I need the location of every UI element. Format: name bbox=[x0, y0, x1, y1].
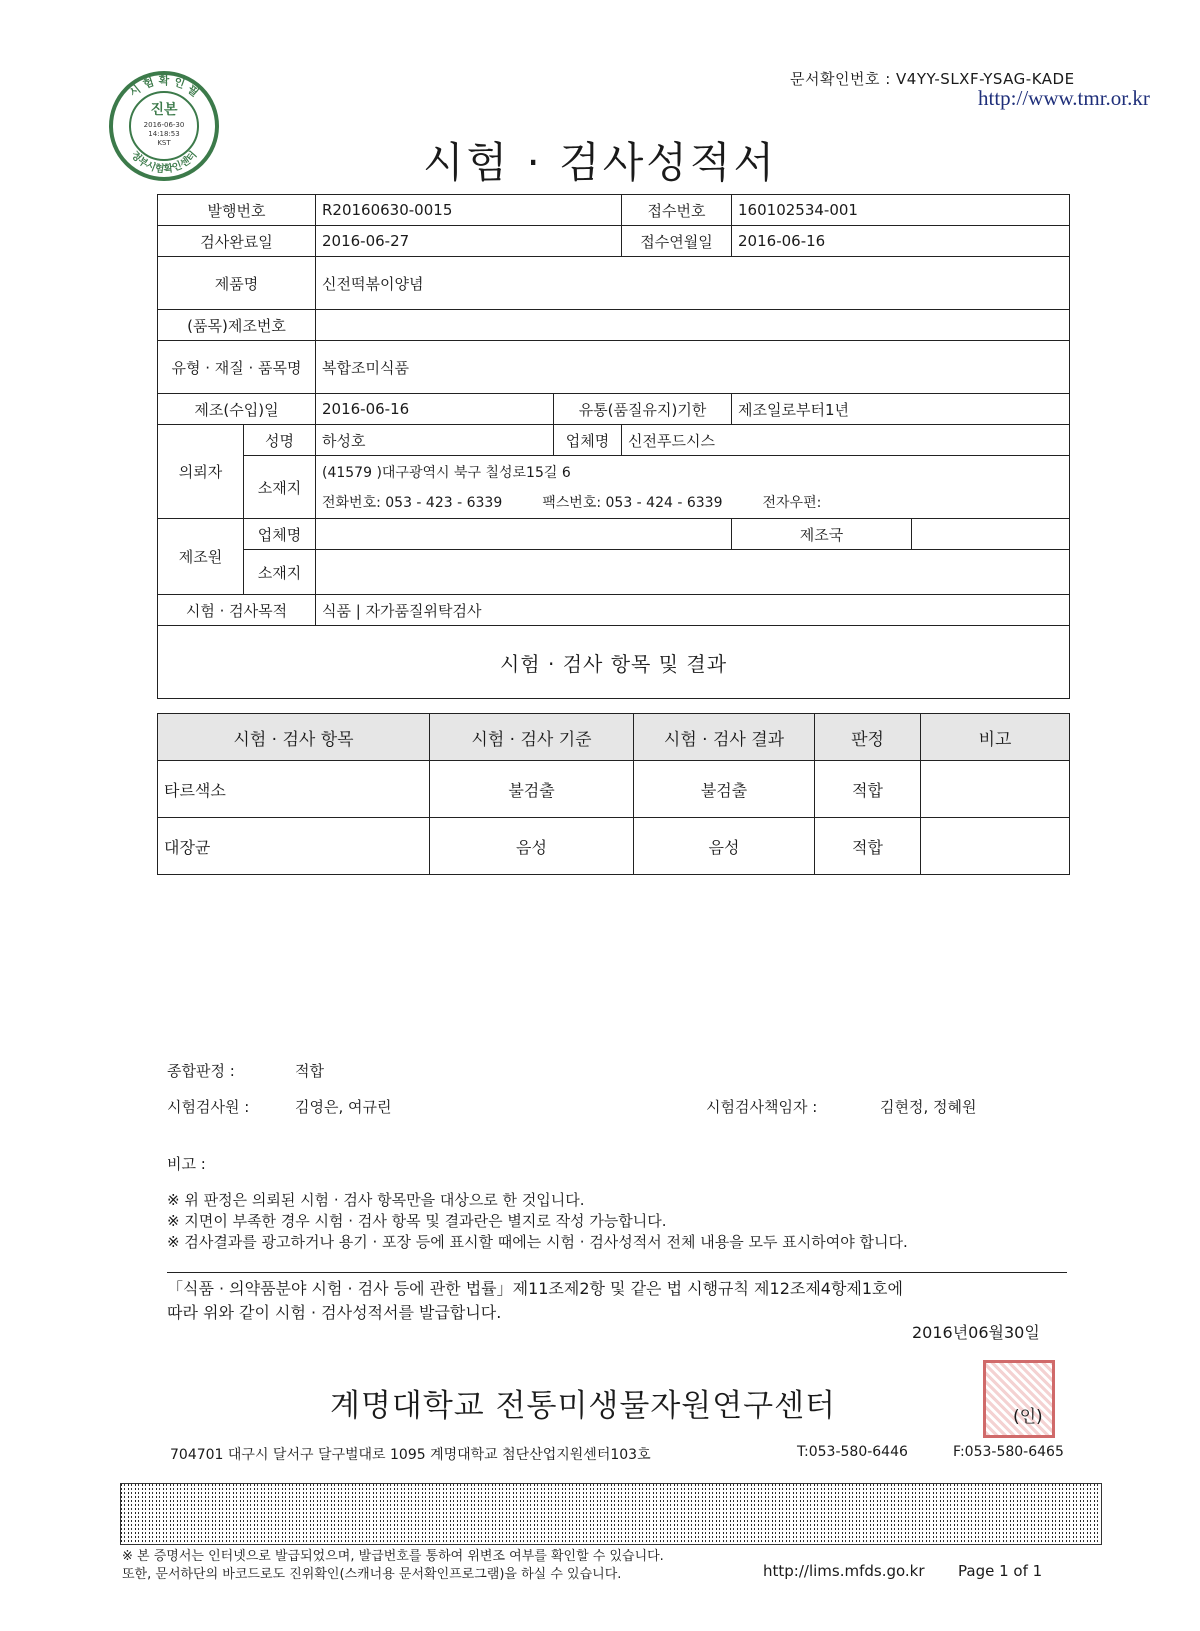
footer-line-2: 또한, 문서하단의 바코드로도 진위확인(스캐너용 문서확인프로그램)을 하실 수 있습니다. bbox=[122, 1567, 622, 1582]
col-judgment: 판정 bbox=[815, 714, 921, 761]
col-note: 비고 bbox=[921, 714, 1070, 761]
contact-line bbox=[322, 492, 1063, 512]
client-address-label: 소재지 bbox=[244, 456, 316, 519]
result-judgment: 적합 bbox=[815, 818, 921, 875]
expiry-label: 유통(품질유지)기한 bbox=[554, 394, 732, 425]
table-row bbox=[158, 818, 1070, 875]
mfg-date-label: 제조(수입)일 bbox=[158, 394, 316, 425]
results-table bbox=[157, 713, 1070, 875]
done-date-label: 검사완료일 bbox=[158, 226, 316, 257]
verification-barcode bbox=[120, 1483, 1102, 1545]
note-line: ※ 위 판정은 의뢰된 시험 · 검사 항목만을 대상으로 한 것입니다. bbox=[167, 1191, 585, 1209]
col-item: 시험 · 검사 항목 bbox=[158, 714, 430, 761]
lot-number bbox=[316, 310, 1070, 341]
note-line: ※ 지면이 부족한 경우 시험 · 검사 항목 및 결과란은 별지로 작성 가능합니다. bbox=[167, 1212, 667, 1230]
seal-tz: KST bbox=[157, 139, 171, 147]
col-result: 시험 · 검사 결과 bbox=[634, 714, 815, 761]
client-fax: 팩스번호: 053 - 424 - 6339 bbox=[542, 495, 723, 511]
organization-address: 704701 대구시 달서구 달구벌대로 1095 계명대학교 첨단산업지원센터103호 bbox=[170, 1447, 651, 1463]
note-line: ※ 검사결과를 광고하거나 용기 · 포장 등에 표시할 때에는 시험 · 검사성적서 전체 내용을 모두 표시하여야 합니다. bbox=[167, 1233, 908, 1251]
client-company-label: 업체명 bbox=[554, 425, 622, 456]
client-company: 신전푸드시스 bbox=[622, 425, 1070, 456]
info-table bbox=[157, 194, 1070, 699]
receipt-no-label: 접수번호 bbox=[622, 195, 732, 226]
expiry: 제조일로부터1년 bbox=[732, 394, 1070, 425]
seal-time: 14:18:53 bbox=[148, 130, 180, 138]
maker-label: 제조원 bbox=[158, 519, 244, 595]
done-date: 2016-06-27 bbox=[316, 226, 622, 257]
document-title: 시험 · 검사성적서 bbox=[422, 138, 778, 187]
product-name: 신전떡볶이양념 bbox=[316, 257, 1070, 310]
managers: 김현정, 정혜원 bbox=[880, 1098, 977, 1116]
legal-statement bbox=[167, 1272, 1067, 1325]
product-label: 제품명 bbox=[158, 257, 316, 310]
client-name: 하성호 bbox=[316, 425, 554, 456]
managers-label: 시험검사책임자 : bbox=[706, 1098, 818, 1116]
seal-date: 2016-06-30 bbox=[143, 121, 185, 129]
country-label: 제조국 bbox=[732, 519, 912, 550]
result-standard: 불검출 bbox=[430, 761, 634, 818]
country bbox=[912, 519, 1070, 550]
remarks-label: 비고 : bbox=[167, 1155, 206, 1173]
client-address-cell bbox=[316, 456, 1070, 519]
result-judgment: 적합 bbox=[815, 761, 921, 818]
issue-no-label: 발행번호 bbox=[158, 195, 316, 226]
mfg-date: 2016-06-16 bbox=[316, 394, 554, 425]
organization-name: 계명대학교 전통미생물자원연구센터 bbox=[330, 1388, 836, 1424]
purpose-label: 시험 · 검사목적 bbox=[158, 595, 316, 626]
seal-top-text: 시 험 확 인 필 bbox=[126, 74, 202, 100]
client-address: (41579 )대구광역시 북구 칠성로15길 6 bbox=[322, 465, 571, 481]
stamp-label: (인) bbox=[1013, 1407, 1043, 1427]
result-item: 타르색소 bbox=[158, 761, 430, 818]
footer-line-1: ※ 본 증명서는 인터넷으로 발급되었으며, 발급번호를 통하여 위변조 여부를 확인할 수 있습니다. bbox=[122, 1549, 664, 1564]
law-line-1: 「식품 · 의약품분야 시험 · 검사 등에 관한 법률」제11조제2항 및 같은 법 시행규칙 제12조제4항제1호에 bbox=[167, 1279, 903, 1298]
maker-company bbox=[316, 519, 732, 550]
issue-date: 2016년06월30일 bbox=[912, 1323, 1040, 1342]
overall-label: 종합판정 : bbox=[167, 1062, 235, 1080]
client-email: 전자우편: bbox=[762, 495, 822, 511]
product-type: 복합조미식품 bbox=[316, 341, 1070, 394]
maker-address bbox=[316, 550, 1070, 595]
issuer-url: http://www.tmr.or.kr bbox=[978, 86, 1150, 110]
organization-tel: T:053-580-6446 bbox=[797, 1444, 908, 1460]
law-line-2: 따라 위와 같이 시험 · 검사성적서를 발급합니다. bbox=[167, 1303, 502, 1322]
result-value: 음성 bbox=[634, 818, 815, 875]
page-number: Page 1 of 1 bbox=[958, 1562, 1043, 1580]
overall-judgment: 적합 bbox=[295, 1062, 324, 1080]
footer-url[interactable]: http://lims.mfds.go.kr bbox=[763, 1562, 925, 1580]
result-note bbox=[921, 761, 1070, 818]
table-row bbox=[158, 761, 1070, 818]
testers-label: 시험검사원 : bbox=[167, 1098, 250, 1116]
result-note bbox=[921, 818, 1070, 875]
document-code: 문서확인번호 : V4YY-SLXF-YSAG-KADE bbox=[790, 70, 1075, 88]
client-name-label: 성명 bbox=[244, 425, 316, 456]
svg-text:시 험 확 인 필 bbox=[127, 73, 202, 99]
col-standard: 시험 · 검사 기준 bbox=[430, 714, 634, 761]
results-heading: 시험 · 검사 항목 및 결과 bbox=[158, 626, 1070, 699]
issue-no: R20160630-0015 bbox=[316, 195, 622, 226]
result-value: 불검출 bbox=[634, 761, 815, 818]
notes bbox=[167, 1190, 908, 1253]
client-phone: 전화번호: 053 - 423 - 6339 bbox=[322, 495, 503, 511]
maker-company-label: 업체명 bbox=[244, 519, 316, 550]
type-label: 유형 · 재질 · 품목명 bbox=[158, 341, 316, 394]
receipt-no: 160102534-001 bbox=[732, 195, 1070, 226]
purpose: 식품 | 자가품질위탁검사 bbox=[316, 595, 1070, 626]
seal-bottom-text: 정부시험확인센터 bbox=[128, 149, 200, 176]
maker-address-label: 소재지 bbox=[244, 550, 316, 595]
organization-fax: F:053-580-6465 bbox=[953, 1444, 1064, 1460]
lot-label: (품목)제조번호 bbox=[158, 310, 316, 341]
footer-notice bbox=[122, 1548, 664, 1584]
testers: 김영은, 여규린 bbox=[295, 1098, 392, 1116]
result-item: 대장균 bbox=[158, 818, 430, 875]
client-label: 의뢰자 bbox=[158, 425, 244, 519]
receipt-date-label: 접수연월일 bbox=[622, 226, 732, 257]
seal-center: 진본 bbox=[150, 102, 178, 118]
result-standard: 음성 bbox=[430, 818, 634, 875]
receipt-date: 2016-06-16 bbox=[732, 226, 1070, 257]
